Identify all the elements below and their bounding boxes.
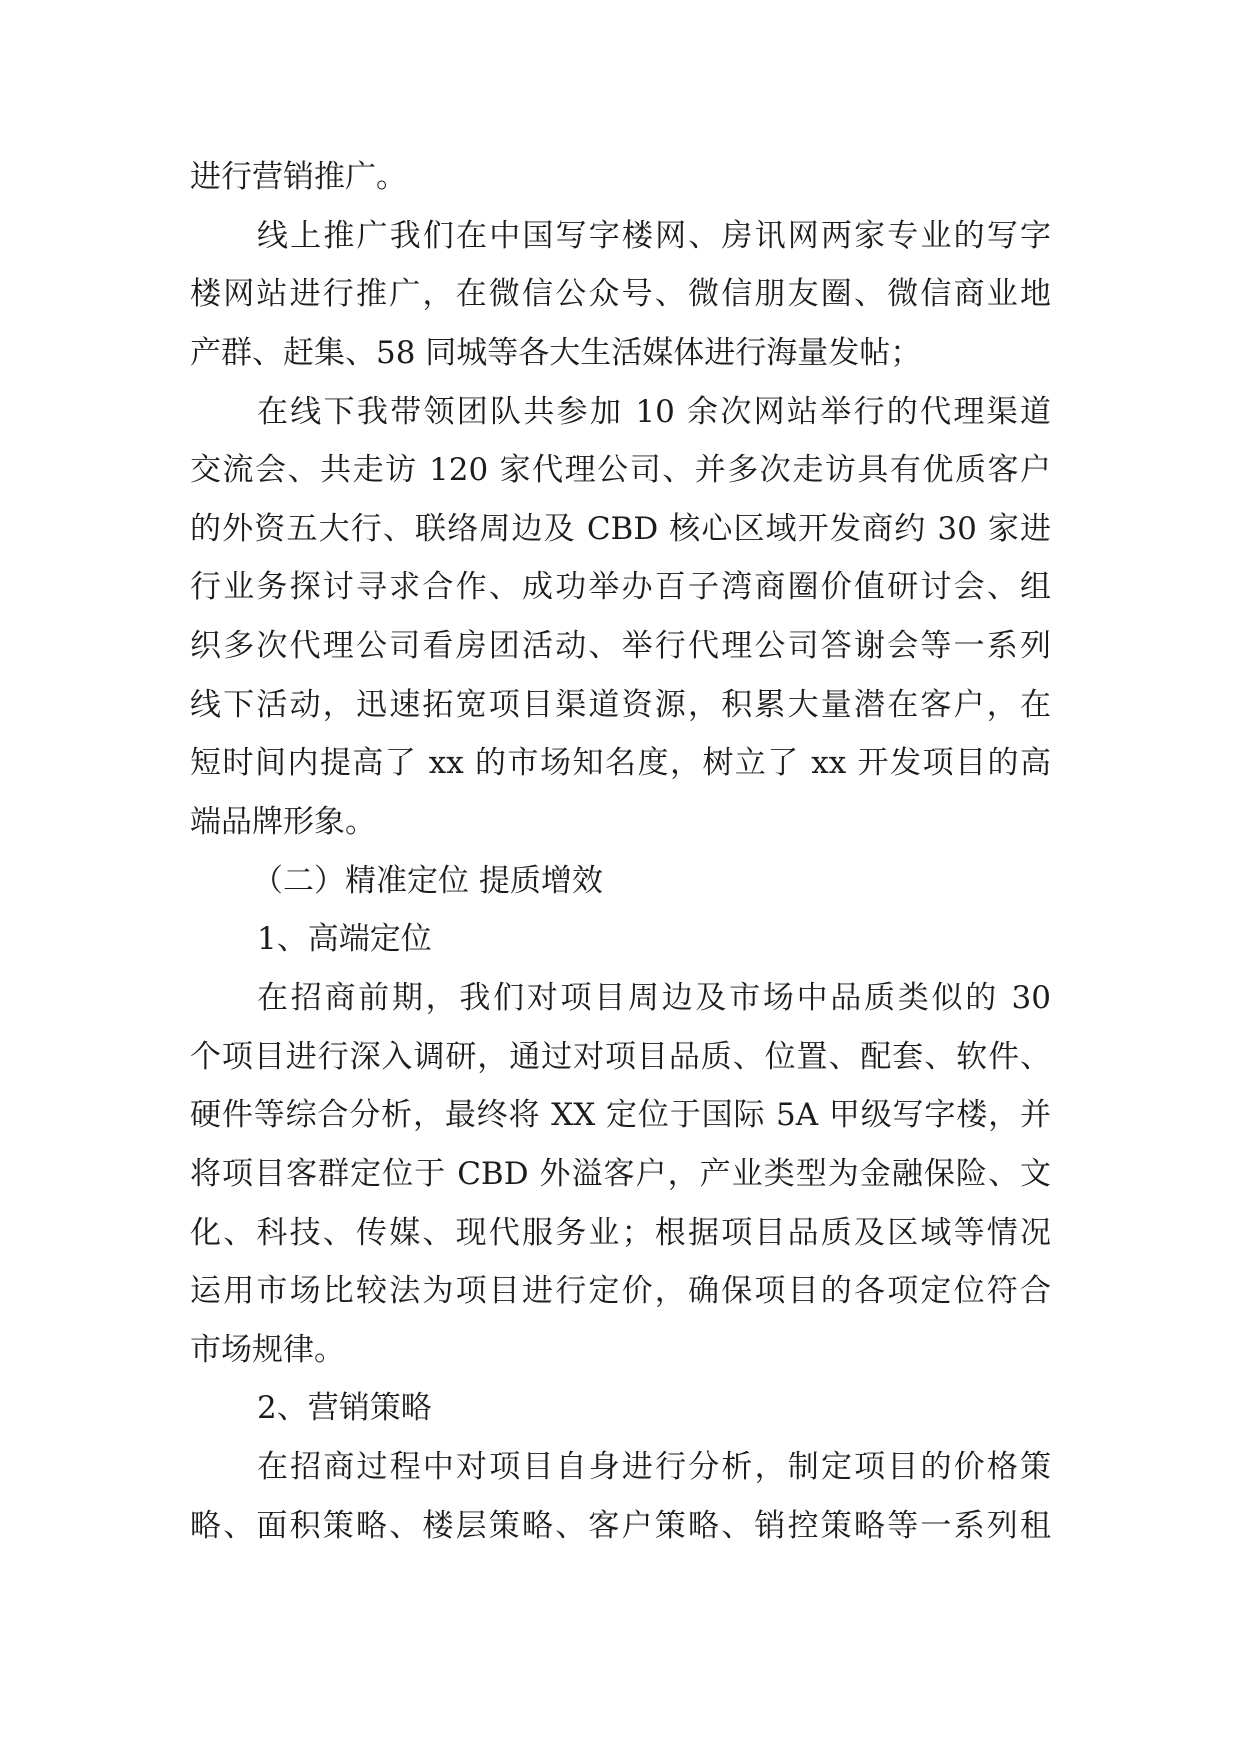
- section-heading-text: （二）精准定位 提质增效: [252, 862, 603, 899]
- text-line: 线上推广我们在中国写字楼网、房讯网两家专业的写字: [257, 217, 1051, 254]
- paragraph-continuation: [190, 148, 1051, 207]
- text-line: 楼网站进行推广，在微信公众号、微信朋友圈、微信商业地: [190, 276, 1051, 313]
- text-line: 略、面积策略、楼层策略、客户策略、销控策略等一系列租: [190, 1507, 1051, 1544]
- text-line: 市场规律。: [190, 1331, 345, 1368]
- paragraph-offline-promotion: [190, 383, 1051, 852]
- text-line: 进行营销推广。: [190, 159, 407, 195]
- paragraph-marketing: [190, 1438, 1051, 1555]
- paragraph-positioning: [190, 969, 1051, 1379]
- text-line: 的外资五大行、联络周边及 CBD 核心区域开发商约 30 家进: [190, 510, 1051, 547]
- text-line: 织多次代理公司看房团活动、举行代理公司答谢会等一系列: [190, 628, 1051, 665]
- text-line: 将项目客群定位于 CBD 外溢客户，产业类型为金融保险、文: [190, 1155, 1051, 1192]
- text-line: 个项目进行深入调研，通过对项目品质、位置、配套、软件、: [190, 1038, 1051, 1075]
- subsection-heading-marketing: [190, 1379, 1051, 1438]
- text-line: 硬件等综合分析，最终将 XX 定位于国际 5A 甲级写字楼，并: [190, 1097, 1051, 1134]
- document-body: [190, 148, 1051, 1555]
- subsection-heading-text: 2、营销策略: [257, 1390, 432, 1427]
- paragraph-online-promotion: [190, 207, 1051, 383]
- text-line: 化、科技、传媒、现代服务业；根据项目品质及区域等情况: [190, 1214, 1051, 1251]
- subsection-heading-text: 1、高端定位: [257, 921, 432, 958]
- text-line: 交流会、共走访 120 家代理公司、并多次走访具有优质客户: [190, 452, 1051, 489]
- text-line: 短时间内提高了 xx 的市场知名度，树立了 xx 开发项目的高: [190, 745, 1051, 782]
- text-line: 端品牌形象。: [190, 804, 376, 841]
- text-line: 运用市场比较法为项目进行定价，确保项目的各项定位符合: [190, 1273, 1051, 1310]
- text-line: 在招商过程中对项目自身进行分析，制定项目的价格策: [257, 1449, 1051, 1486]
- text-line: 线下活动，迅速拓宽项目渠道资源，积累大量潜在客户，在: [190, 686, 1051, 723]
- text-line: 产群、赶集、58 同城等各大生活媒体进行海量发帖；: [190, 334, 922, 371]
- text-line: 在招商前期，我们对项目周边及市场中品质类似的 30: [257, 979, 1051, 1016]
- text-line: 在线下我带领团队共参加 10 余次网站举行的代理渠道: [257, 393, 1051, 430]
- text-line: 行业务探讨寻求合作、成功举办百子湾商圈价值研讨会、组: [190, 569, 1051, 606]
- section-heading: [190, 852, 1051, 911]
- subsection-heading-positioning: [190, 910, 1051, 969]
